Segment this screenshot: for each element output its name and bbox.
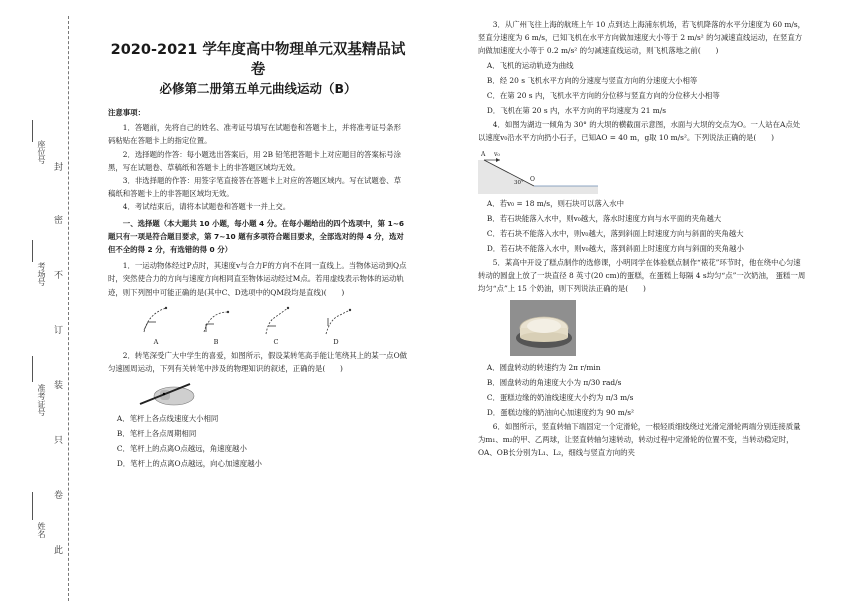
document-title: 2020-2021 学年度高中物理单元双基精品试卷: [110, 42, 406, 78]
question-5-option-a: A．圆盘转动的转速约为 2π r/min: [486, 362, 601, 372]
question-4-option-b: B．若石块能落入水中，则v₀越大，落水时速度方向与水平面的夹角越大: [486, 214, 722, 224]
note-item-3: 3．非选择题的作答：用签字笔直接答在答题卡上对应的答题区域内。写在试题卷、草稿纸和答题卡上的非答题区域均无效。: [108, 176, 401, 199]
seat-number-label: 座位号: [37, 140, 46, 164]
section-1-heading: 一、选择题（本大题共 10 小题，每小题 4 分。在每小题给出的四个选项中，第 1~6 题只有一项是符合题目要求，第 7~10 题有多项符合题目要求，全部选对的得 4 分，选对但不全的得 2 分，有选错的得 0 分）: [108, 218, 405, 255]
margin-char-ci: 此: [54, 546, 64, 556]
q1-label-c: C: [273, 337, 279, 346]
cake-turntable-image: [510, 300, 576, 356]
angle-30-label: 30°: [514, 180, 524, 187]
note-item-1: 1．答题前，先将自己的姓名、准考证号填写在试题卷和答题卡上，并将准考证号条形码粘贴在答题卡上的指定位置。: [108, 123, 401, 146]
margin-char-zhuang: 装: [54, 381, 64, 391]
cut-line: [68, 16, 69, 601]
binding-margin: [0, 0, 88, 607]
question-3-option-d: D．飞机在第 20 s 内，水平方向的平均速度为 21 m/s: [486, 105, 667, 115]
seat-number-line: [32, 120, 33, 142]
name-line: [32, 492, 33, 520]
question-4-option-d: D．若石块不能落入水中，则v₀越大，落到斜面上时速度方向与斜面的夹角越小: [486, 244, 744, 254]
question-2-option-a: A．笔杆上各点线速度大小相同: [116, 414, 219, 424]
question-2-option-d: D．笔杆上的点离O点越远，向心加速度越小: [116, 459, 262, 469]
question-5-option-b: B．圆盘转动的角速度大小为 π/30 rad/s: [486, 377, 622, 387]
question-5-option-c: C．蛋糕边缘的奶油线速度大小约为 π/3 m/s: [486, 392, 634, 402]
question-2-stem: 2．转笔深受广大中学生的喜爱，如图所示，假设某转笔高手能让笔绕其上的某一点O做匀速圆周运动，下列有关转笔中涉及的物理知识的叙述，正确的是( ): [108, 350, 408, 374]
point-a-label: A: [481, 151, 486, 159]
question-3-option-c: C．在第 20 s 内，飞机水平方向的分位移与竖直方向的分位移大小相等: [486, 90, 720, 100]
admission-number-label: 准考证号: [37, 384, 46, 416]
admission-number-line: [32, 356, 33, 382]
question-3-option-a: A．飞机的运动轨迹为曲线: [486, 60, 574, 70]
margin-char-ding: 订: [54, 326, 64, 336]
question-2-option-b: B．笔杆上各点周期相同: [116, 429, 197, 439]
notes-heading: 注意事项：: [108, 108, 145, 117]
question-6-stem: 6．如图所示，竖直转轴下端固定一个定滑轮，一根轻质细线绕过光滑定滑轮两端分别连接质量为m₁、m₂的甲、乙两球，让竖直转轴匀速转动，转动过程中定滑轮的位置不变，当转动稳定时，OA、OB长分别为L₁、L₂，细线与竖直方向的夹: [478, 421, 801, 458]
note-item-2: 2．选择题的作答：每小题选出答案后，用 2B 铅笔把答题卡上对应题目的答案标号涂黑，写在试题卷、草稿纸和答题卡上的非答题区域均无效。: [108, 149, 402, 172]
question-3-stem: 3．从广州飞往上海的航班上午 10 点到达上海浦东机场，若飞机降落的水平分速度为 60 m/s，竖直分速度为 6 m/s，已知飞机在水平方向做加速度大小等于 2 m/s² 的匀减速直线运动，在竖直方向做加速度大小等于 0.2 m/s² 的匀减速直线运动，则飞机落地之前( ): [478, 20, 806, 56]
dam-cross-section-diagram: [478, 146, 598, 194]
document-subtitle: 必修第二册第五单元曲线运动（B）: [159, 81, 357, 96]
exam-room-label: 考场号: [37, 262, 46, 286]
q1-label-b: B: [213, 337, 219, 346]
margin-char-mi: 密: [54, 216, 64, 226]
question-4-option-c: C．若石块不能落入水中，则v₀越大，落到斜面上时速度方向与斜面的夹角越大: [486, 229, 744, 239]
note-item-4: 4．考试结束后，请将本试题卷和答题卡一并上交。: [122, 202, 291, 212]
question-1-figures: [108, 302, 408, 346]
margin-char-juan: 卷: [54, 491, 64, 501]
exam-room-line: [32, 240, 33, 262]
name-label: 姓名: [37, 522, 46, 538]
v0-label: v₀: [494, 151, 500, 159]
question-4-option-a: A．若v₀ = 18 m/s，则石块可以落入水中: [486, 199, 624, 209]
q1-label-a: A: [153, 337, 159, 346]
margin-char-bu: 不: [54, 271, 64, 281]
point-o-label: O: [530, 176, 535, 184]
question-1-stem: 1．一运动物体经过P点时，其速度v与合力F的方向不在同一直线上。当物体运动到Q点时，突然使合力的方向与速度方向相同直至物体运动经过M点。若用虚线表示物体的运动轨迹，则下列图中可能正确的是(其中C、D选项中的QM段均是直线)( ): [108, 261, 407, 297]
question-4-stem: 4．如图为湖边一倾角为 30° 的大坝的横截面示意图，水面与大坝的交点为O。一人站在A点处以速度v₀沿水平方向扔小石子，已知AO = 40 m，g取 10 m/s²。下列说法正确的是( ): [478, 119, 801, 142]
left-column: [108, 18, 408, 471]
question-5-option-d: D．蛋糕边缘的奶油向心加速度约为 90 m/s²: [486, 407, 635, 417]
question-3-option-b: B．经 20 s 飞机水平方向的分速度与竖直方向的分速度大小相等: [486, 75, 698, 85]
margin-char-zhi: 只: [54, 436, 64, 446]
right-column: [478, 18, 806, 459]
margin-char-feng: 封: [54, 163, 64, 173]
question-5-stem: 5．某高中开设了糕点制作的选修课，小明同学在体验糕点制作“裱花”环节时，他在绕中心匀速转动的圆盘上放了一块直径 8 英寸(20 cm)的蛋糕，在蛋糕上每隔 4 s均匀“点”一次奶油， 蛋糕一周均匀“点”上 15 个奶油，则下列说法正确的是( ): [478, 258, 806, 294]
pen-spinning-hand-image: [138, 378, 196, 408]
question-2-option-c: C．笔杆上的点离O点越远，角速度越小: [116, 444, 247, 454]
q1-label-d: D: [333, 337, 339, 346]
